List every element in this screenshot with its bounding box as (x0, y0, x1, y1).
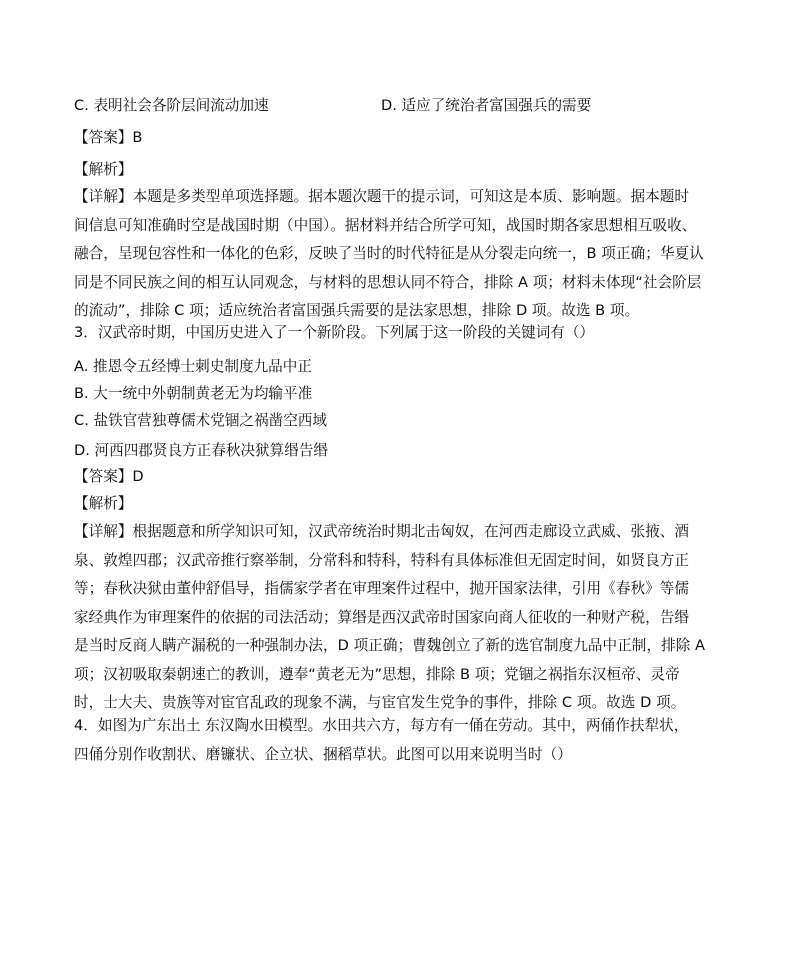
q2-detail-paragraph (74, 183, 728, 326)
q2-option-d: D. 适应了统治者富国强兵的需要 (381, 97, 592, 114)
q3-detail-line: 【详解】根据题意和所学知识可知，汉武帝统治时期北击匈奴，在河西走廊设立武威、张掖、酒 (74, 523, 690, 540)
q3-detail-line: 时，士大夫、贵族等对宦官乱政的现象不满，与宦官发生党争的事件，排除 C 项。故选 D 项。 (74, 694, 686, 711)
q4-stem (74, 712, 728, 769)
q2-answer: 【答案】B (74, 129, 143, 146)
q3-option-b: B. 大一统中外朝制黄老无为均输平准 (74, 385, 313, 402)
q3-option-d: D. 河西四郡贤良方正春秋决狱算缗告缗 (74, 442, 329, 459)
q2-analysis-label: 【解析】 (74, 161, 133, 178)
q3-detail-line: 泉、敦煌四郡；汉武帝推行察举制，分常科和特科，特科有具体标准但无固定时间，如贤良方正 (74, 551, 690, 569)
q3-analysis-label: 【解析】 (74, 495, 133, 512)
q3-detail-line: 是当时反商人瞒产漏税的一种强制办法，D 项正确；曹魏创立了新的选官制度九品中正制，排除 A (74, 637, 706, 654)
q2-detail-line: 融合，呈现包容性和一体化的色彩，反映了当时的时代特征是从分裂走向统一，B 项正确；华夏认 (74, 245, 704, 262)
q2-option-c: C. 表明社会各阶层间流动加速 (74, 97, 269, 114)
q3-option-a: A. 推恩令五经博士刺史制度九品中正 (74, 358, 312, 375)
q2-detail-line: 【详解】本题是多类型单项选择题。据本题次题干的提示词，可知这是本质、影响题。据本题时 (74, 188, 690, 205)
q3-stem: 3．汉武帝时期，中国历史进入了一个新阶段。下列属于这一阶段的关键词有（） (74, 324, 595, 341)
q2-detail-line: 的流动”，排除 C 项；适应统治者富国强兵需要的是法家思想，排除 D 项。故选 B 项。 (74, 302, 640, 319)
q2-options-row (74, 96, 724, 116)
q3-detail-line: 家经典作为审理案件的依据的司法活动；算缗是西汉武帝时国家向商人征收的一种财产税，告缗 (74, 608, 690, 626)
q3-answer: 【答案】D (74, 468, 144, 485)
q3-detail-line: 项；汉初吸取秦朝速亡的教训，遵奉“黄老无为”思想，排除 B 项；党锢之祸指东汉桓帝、灵帝 (74, 665, 680, 683)
q3-detail-line: 等；春秋决狱由董仲舒倡导，指儒家学者在审理案件过程中，抛开国家法律，引用《春秋》等儒 (74, 580, 690, 597)
q2-detail-line: 同是不同民族之间的相互认同观念，与材料的思想认同不符合，排除 A 项；材料未体现“社会阶层 (74, 273, 702, 291)
q3-option-c: C. 盐铁官营独尊儒术党锢之祸凿空西域 (74, 412, 327, 429)
q3-detail-paragraph (74, 518, 728, 718)
q2-detail-line: 间信息可知准确时空是战国时期（中国）。据材料并结合所学可知，战国时期各家思想相互吸收、 (74, 216, 697, 234)
q4-stem-line: 4．如图为广东出土 东汉陶水田模型。水田共六方，每方有一俑在劳动。其中，两俑作扶犁状， (74, 717, 689, 734)
q4-stem-line: 四俑分别作收割状、磨镰状、企立状、捆稻草状。此图可以用来说明当时（） (74, 745, 572, 763)
